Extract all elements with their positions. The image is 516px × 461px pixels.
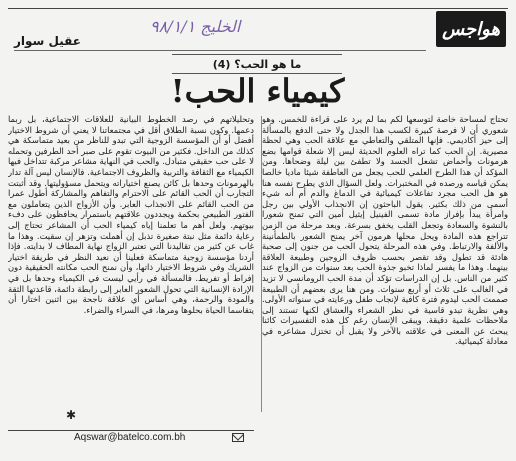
column-divider [261,116,262,412]
handwritten-date: الخليج ٩٨/١/١ [150,17,241,36]
author-divider [14,50,426,51]
author-name: عقيل سوار [14,34,81,48]
envelope-icon [232,433,244,442]
end-mark: ✱ [66,408,77,422]
series-subtitle: ما هو الحب؟ (4) [172,54,342,74]
headline: كيمياء الحب! [170,72,345,110]
article-body [8,114,508,412]
article-column-left: وتحليلاتهم في رصد الخطوط البيانية للعلاقات الاجتماعية، بل ربما دعمها. وكون نسبة الطلاق أقل في مجتمعاتنا لا يعني أن شروط الاختيار أفضل أو أن المؤسسة الزوجية التي تبدو للناظر من بعيد متماسكة هي كذلك من الداخل. فكثير من البيوت تقوم على صبر أحد الطرفين وتحمله لا على حب حقيقي متبادل. والحب في النهاية مشاعر مركبة تتداخل فيها الكيمياء مع الثقافة والتربية والظروف الاجتماعية. فالإنسان ليس آلة تدار بالهرمونات وحدها بل كائن يصنع اختياراته ويتحمل مسؤوليتها. وقد أثبتت التجارب أن الحب القائم على الاحترام والتفاهم والمشاركة أطول عمرا من الحب القائم على الانجذاب العابر. وأن الأزواج الذين يتعاملون مع الفتور الطبيعي بحكمة ويجددون علاقتهم باستمرار يحافظون على دفء بيوتهم. ولعل أهم ما تعلمنا إياه كيمياء الحب أن المشاعر تحتاج إلى رعاية دائمة مثل نبتة صغيرة تذبل إن أهملت وتزهر إن سقيت. وهذا ما غاب عن كثير من تقاليدنا التي تعتبر الزواج نهاية المطاف لا بدايته. فإذا أردنا مؤسسة زوجية متماسكة فعلينا أن نعيد النظر في طريقة اختيار الشريك وفي شروط الاختيار ذاتها، وأن نمنح الحب مكانته الحقيقية دون إفراط أو تفريط. فالمسألة في رأيي ليست في الكيمياء وحدها بل في الإرادة الإنسانية التي تحول الشعور العابر إلى رابطة دائمة، قاعدتها الثقة والمودة والرحمة، وهي أساس أي علاقة ناجحة بين اثنين اختارا أن يتقاسما الحياة بحلوها ومرها، في السراء والضراء. [8,114,254,315]
article-column-right: تحتاج لمساحة خاصة لتوسعها لكم بما لم يرد على قراءة للخمس. وهو شعوري أن لا فرصة كبيرة لكسب هذا الجدل ولا حتى الدفع بالمسألة إلى حيز أكاديمي. فإنها المتلقي والتعاطي مع علاقة الحب وهي لحظة مصيرية. إن الحب كما تراه العلوم الحديثة ليس إلا شعلة قوامها بضع هرمونات وأحماض تشعل الجسد ولا تطفئ بين ليلة وضحاها. ومن المؤكد أن هذا الطرح العلمي للحب يجعل من العاطفة شيئا ماديا خالصا يمكن قياسه ورصده في المختبرات. ولعل السؤال الذي يطرح نفسه هنا هو هل الحب مجرد تفاعلات كيميائية في الدماغ والدم أم أنه شيء أسمى من ذلك بكثير. يقول الباحثون إن الانجذاب الأولي بين رجل وامرأة يبدأ بإفراز مادة تسمى الفينيل إيثيل أمين التي تمنح شعورا بالنشوة والسعادة وتجعل القلب يخفق بسرعة. وبعد مرحلة من الزمن تتراجع هذه المادة ويحل محلها هرمون آخر يمنح الشعور بالطمأنينة والألفة والارتباط. وفي هذه المرحلة يتحول الحب من جنون إلى صحبة هادئة قد تطول وقد تقصر بحسب ظروف الزوجين وطبيعة العلاقة بينهما. وهذا ما يفسر لماذا تخبو جذوة الحب بعد سنوات من الزواج عند كثير من الناس. بل إن الدراسات تؤكد أن مدة الحب الرومانسي لا تزيد في الغالب على ثلاث أو أربع سنوات. ومن هنا يرى بعضهم أن الطبيعة صممت الحب ليدوم فترة كافية لإنجاب طفل ورعايته في سنواته الأولى. وهي نظرية تبدو قاسية في نظر الشعراء والعشاق لكنها تستند إلى ملاحظات علمية دقيقة. ويبقى الإنسان رغم كل هذه التفسيرات كائنا يبحث عن المعنى في علاقته بالآخر ولا يقبل أن تختزل مشاعره في معادلة كيميائية. [262,114,508,347]
column-badge: هواجس [436,11,506,47]
top-rule [8,8,508,9]
author-email: Aqswar@batelco.com.bh [74,432,186,443]
